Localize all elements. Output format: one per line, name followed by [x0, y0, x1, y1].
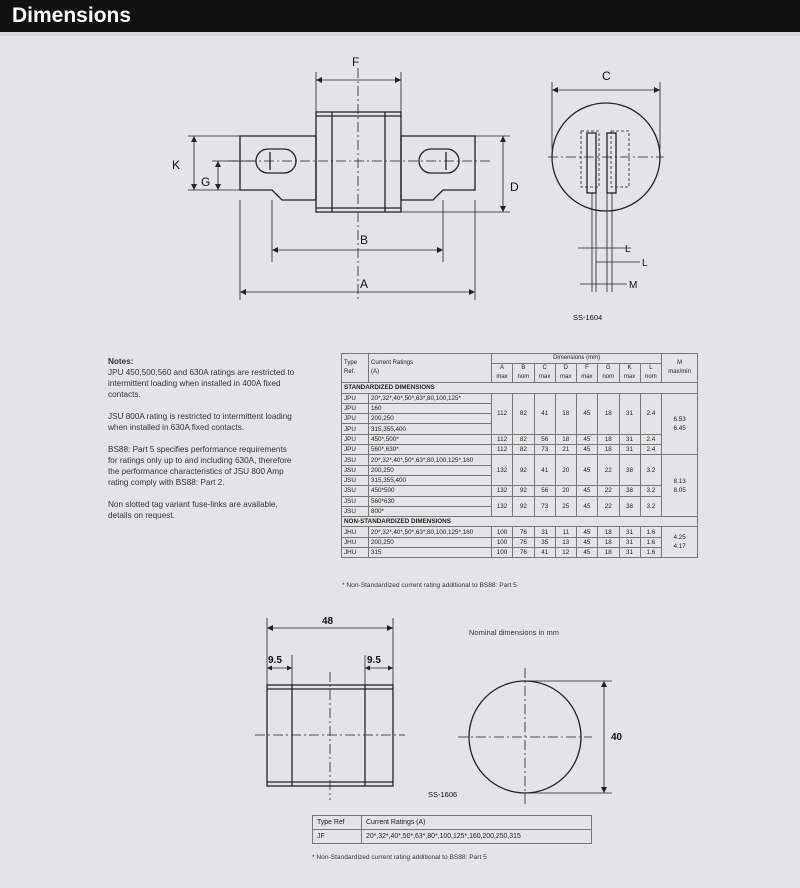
dim-cell: 2.4 — [640, 434, 662, 444]
type-cell: JPU — [342, 424, 369, 434]
header-col-k: K max — [619, 364, 640, 383]
dim-label-40: 40 — [611, 732, 623, 743]
dim-cell: 76 — [513, 527, 535, 537]
header-col-c: C max — [534, 364, 555, 383]
dim-cell: 41 — [534, 548, 555, 558]
jf-type: JF — [313, 830, 362, 844]
type-cell: JPU — [342, 434, 369, 444]
ratings-cell: 315 — [369, 548, 492, 558]
dim-cell: 21 — [555, 445, 576, 455]
dim-label-9-5-right: 9.5 — [367, 655, 381, 666]
dim-cell: 100 — [492, 548, 513, 558]
dim-cell: 73 — [534, 496, 555, 517]
dim-cell: 20 — [555, 486, 576, 496]
dim-cell: 56 — [534, 486, 555, 496]
ratings-cell: 20*,32*,40*,50*,63*,80,100,125*,160 — [369, 455, 492, 465]
jf-ratings-table — [312, 815, 592, 844]
dim-cell: 31 — [619, 445, 640, 455]
ratings-cell: 450*,500* — [369, 434, 492, 444]
dim-label-9-5-left: 9.5 — [268, 655, 282, 666]
type-cell: JSU — [342, 465, 369, 475]
type-cell: JHU — [342, 527, 369, 537]
dim-cell: 82 — [513, 445, 535, 455]
dim-cell: 11 — [555, 527, 576, 537]
dim-cell: 18 — [597, 393, 619, 434]
ratings-cell: 200,250 — [369, 414, 492, 424]
dim-label-a: A — [360, 277, 369, 291]
header-col-l: L nom — [640, 364, 662, 383]
type-cell: JSU — [342, 506, 369, 516]
section-heading: NON-STANDARDIZED DIMENSIONS — [342, 517, 698, 527]
ratings-cell: 315,355,400 — [369, 424, 492, 434]
dim-cell: 112 — [492, 434, 513, 444]
dim-cell: 45 — [576, 527, 597, 537]
dim-cell: 38 — [619, 486, 640, 496]
m-cell: 8.13 8.05 — [662, 455, 698, 517]
type-cell: JPU — [342, 393, 369, 403]
table-row — [342, 527, 698, 537]
dim-cell: 12 — [555, 548, 576, 558]
table-row — [342, 393, 698, 403]
header-ratings: Current Ratings (A) — [369, 354, 492, 383]
dim-cell: 92 — [513, 486, 535, 496]
dim-cell: 35 — [534, 537, 555, 547]
dim-cell: 92 — [513, 455, 535, 486]
dim-label-l2: L — [642, 258, 648, 269]
type-cell: JSU — [342, 455, 369, 465]
dim-cell: 92 — [513, 496, 535, 517]
dim-cell: 76 — [513, 548, 535, 558]
dim-cell: 18 — [555, 393, 576, 434]
dim-cell: 132 — [492, 496, 513, 517]
dim-cell: 45 — [576, 445, 597, 455]
dim-cell: 31 — [619, 548, 640, 558]
dim-cell: 100 — [492, 527, 513, 537]
type-cell: JPU — [342, 403, 369, 413]
table-header-row — [342, 354, 698, 364]
dim-cell: 3.2 — [640, 455, 662, 486]
dimensions-table — [341, 353, 698, 558]
nominal-dimensions-note: Nominal dimensions in mm — [469, 628, 560, 637]
jf-data-row — [313, 830, 592, 844]
dim-cell: 82 — [513, 434, 535, 444]
dim-cell: 38 — [619, 455, 640, 486]
dim-cell: 45 — [576, 434, 597, 444]
dim-cell: 18 — [597, 445, 619, 455]
dim-cell: 2.4 — [640, 445, 662, 455]
dim-cell: 112 — [492, 393, 513, 434]
dim-cell: 45 — [576, 496, 597, 517]
dim-label-k: K — [172, 158, 181, 172]
ratings-cell: 20*,32*,40*,50*,63*,80,100,125* — [369, 393, 492, 403]
dim-cell: 25 — [555, 496, 576, 517]
header-m: M max/min — [662, 354, 698, 383]
ratings-cell: 800* — [369, 506, 492, 516]
jf-col-ratings: Current Ratings (A) — [362, 816, 592, 830]
dim-cell: 31 — [619, 393, 640, 434]
dim-label-d: D — [510, 180, 519, 194]
dim-cell: 20 — [555, 455, 576, 486]
dim-cell: 1.6 — [640, 527, 662, 537]
type-cell: JPU — [342, 414, 369, 424]
dim-cell: 22 — [597, 496, 619, 517]
dim-cell: 18 — [597, 548, 619, 558]
type-cell: JSU — [342, 496, 369, 506]
note-4: Non slotted tag variant fuse-links are available, details on request. — [108, 500, 278, 520]
dim-cell: 45 — [576, 393, 597, 434]
dim-label-m: M — [629, 280, 638, 291]
ratings-cell: 560*630 — [369, 496, 492, 506]
table-row — [342, 496, 698, 506]
dim-cell: 82 — [513, 393, 535, 434]
dim-cell: 3.2 — [640, 486, 662, 496]
dim-cell: 18 — [597, 434, 619, 444]
ratings-cell: 315,355,400 — [369, 475, 492, 485]
footnote-1: * Non-Standardized current rating additional to BS88: Part 5 — [342, 582, 517, 589]
note-2: JSU 800A rating is restricted to intermittent loading when installed in 630A fixed contacts. — [108, 412, 292, 432]
jf-ratings: 20*,32*,40*,50*,63*,80*,100,125*,160,200,250,315 — [362, 830, 592, 844]
header-col-g: G nom — [597, 364, 619, 383]
ratings-cell: 200,250 — [369, 537, 492, 547]
dim-cell: 45 — [576, 486, 597, 496]
dim-label-f: F — [352, 55, 360, 69]
header-col-b: B nom — [513, 364, 535, 383]
dim-cell: 3.2 — [640, 496, 662, 517]
dim-cell: 38 — [619, 496, 640, 517]
dim-cell: 22 — [597, 486, 619, 496]
type-cell: JSU — [342, 486, 369, 496]
header-type: Type Ref. — [342, 354, 369, 383]
m-cell: 6.53 6.45 — [662, 393, 698, 455]
dim-cell: 2.4 — [640, 393, 662, 434]
type-cell: JSU — [342, 475, 369, 485]
note-1: JPU 450,500,560 and 630A ratings are restricted to intermittent loading when installed in 400A fixed contacts. — [108, 368, 295, 399]
dim-cell: 31 — [619, 527, 640, 537]
ratings-cell: 200,250 — [369, 465, 492, 475]
table-row — [342, 434, 698, 444]
dim-cell: 1.6 — [640, 537, 662, 547]
dim-label-c: C — [602, 69, 611, 83]
table-section-row — [342, 383, 698, 393]
type-cell: JPU — [342, 445, 369, 455]
table-section-row — [342, 517, 698, 527]
dim-cell: 31 — [619, 434, 640, 444]
dim-cell: 1.6 — [640, 548, 662, 558]
header-col-d: D max — [555, 364, 576, 383]
dim-cell: 73 — [534, 445, 555, 455]
dim-cell: 13 — [555, 537, 576, 547]
type-cell: JHU — [342, 537, 369, 547]
table-row — [342, 537, 698, 547]
section-heading: STANDARDIZED DIMENSIONS — [342, 383, 698, 393]
table-row — [342, 486, 698, 496]
dim-cell: 41 — [534, 455, 555, 486]
type-cell: JHU — [342, 548, 369, 558]
table-row — [342, 445, 698, 455]
dim-label-l1: L — [625, 244, 631, 255]
dim-cell: 18 — [597, 527, 619, 537]
dim-label-g: G — [201, 175, 211, 189]
header-col-f: F max — [576, 364, 597, 383]
drawing-code-1604: SS-1604 — [573, 313, 603, 322]
dim-cell: 31 — [619, 537, 640, 547]
m-cell: 4.25 4.17 — [662, 527, 698, 558]
notes-block — [108, 356, 298, 532]
table-row — [342, 548, 698, 558]
dim-cell: 132 — [492, 455, 513, 486]
dim-cell: 45 — [576, 455, 597, 486]
header-col-a: A max — [492, 364, 513, 383]
dim-cell: 18 — [555, 434, 576, 444]
dim-cell: 56 — [534, 434, 555, 444]
jf-col-type: Type Ref — [313, 816, 362, 830]
dim-cell: 45 — [576, 537, 597, 547]
drawing-code-1606: SS-1606 — [428, 790, 458, 799]
dim-cell: 31 — [534, 527, 555, 537]
dim-cell: 41 — [534, 393, 555, 434]
ratings-cell: 560*,630* — [369, 445, 492, 455]
table-row — [342, 455, 698, 465]
dim-cell: 100 — [492, 537, 513, 547]
ratings-cell: 20*,32*,40*,50*,63*,80,100,125*,160 — [369, 527, 492, 537]
ratings-cell: 160 — [369, 403, 492, 413]
page-title: Dimensions — [12, 4, 132, 27]
dim-cell: 18 — [597, 537, 619, 547]
dim-cell: 112 — [492, 445, 513, 455]
notes-heading: Notes: — [108, 357, 134, 366]
dim-cell: 76 — [513, 537, 535, 547]
note-3: BS88: Part 5 specifies performance requirements for ratings only up to and including 630A, therefore the performance characteristics of JSU 800 Amp rating comply with BS88: Part 2. — [108, 445, 292, 487]
jf-header-row — [313, 816, 592, 830]
dim-label-b: B — [360, 233, 369, 247]
footnote-2: * Non-Standardized current rating additional to BS88: Part 5 — [312, 854, 487, 861]
dim-label-48: 48 — [322, 616, 334, 627]
dim-cell: 22 — [597, 455, 619, 486]
dim-cell: 45 — [576, 548, 597, 558]
header-dimensions: Dimensions (mm) — [492, 354, 662, 364]
ratings-cell: 450*500 — [369, 486, 492, 496]
dim-cell: 132 — [492, 486, 513, 496]
